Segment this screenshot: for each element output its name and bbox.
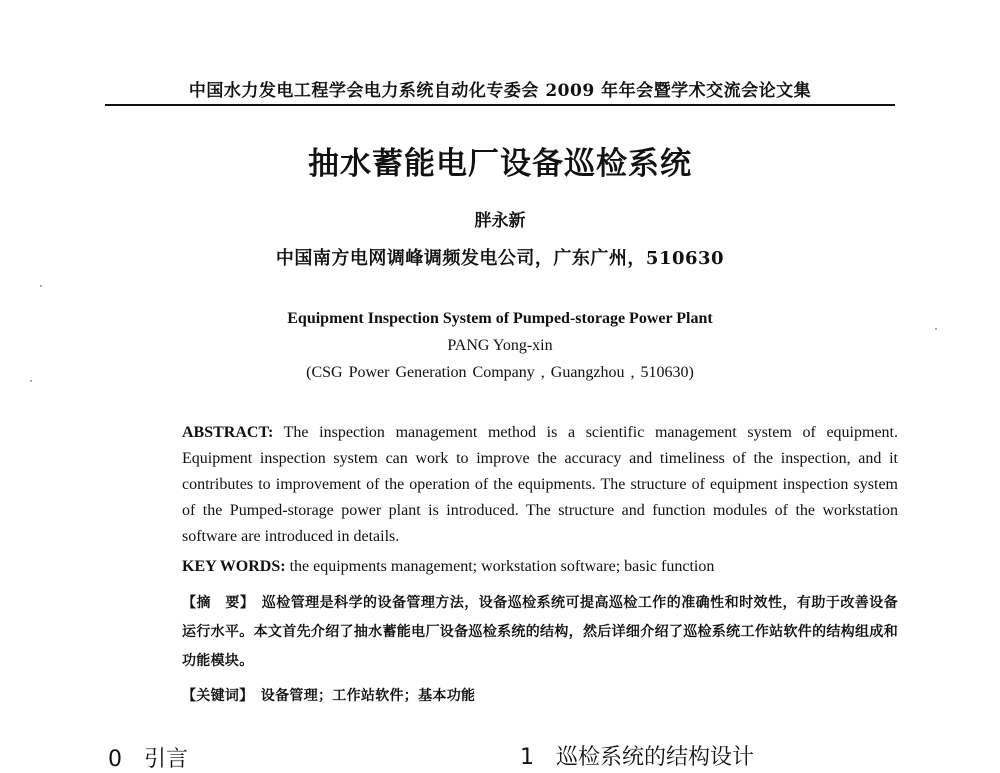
scan-speck bbox=[40, 285, 42, 287]
paper-title-cn: 抽水蓄能电厂设备巡检系统 bbox=[308, 146, 692, 182]
abstract-label-cn: 【摘 要】 bbox=[182, 595, 248, 611]
author-en: PANG Yong-xin bbox=[447, 337, 553, 354]
keywords-label-cn: 【关键词】 bbox=[182, 688, 247, 704]
affiliation-en: (CSG Power Generation Company , Guangzhou , 510630) bbox=[306, 364, 694, 381]
author-cn: 胖永新 bbox=[474, 211, 526, 231]
abstract-label-en: ABSTRACT: bbox=[182, 424, 274, 441]
abstract-cn bbox=[142, 589, 898, 676]
keywords-label-en: KEY WORDS: bbox=[182, 558, 286, 575]
keywords-cn bbox=[182, 685, 475, 705]
proceedings-header: 中国水力发电工程学会电力系统自动化专委会 2009 年年会暨学术交流会论文集 bbox=[188, 81, 812, 101]
abstract-text-cn: 巡检管理是科学的设备管理方法，设备巡检系统可提高巡检工作的准确性和时效性，有助于改善设备运行水平。本文首先介绍了抽水蓄能电厂设备巡检系统的结构，然后详细介绍了巡检系统工作站软件的结构组成和功能模块。 bbox=[182, 595, 899, 669]
affiliation-cn: 中国南方电网调峰调频发电公司，广东广州，510630 bbox=[275, 248, 725, 269]
section-heading-structure: 1 巡检系统的结构设计 bbox=[520, 745, 754, 770]
header-rule bbox=[105, 104, 895, 106]
section-heading-introduction: 0 引言 bbox=[108, 747, 188, 772]
paper-title-en: Equipment Inspection System of Pumped-storage Power Plant bbox=[287, 310, 713, 327]
keywords-text-cn: 设备管理；工作站软件；基本功能 bbox=[246, 688, 476, 704]
abstract-text-en: The inspection management method is a scientific management system of equipment. Equipment inspection system can work to improve the accuracy and timeliness of the inspection, and it contributes to improvement of the operation of the equipments. The structure of equipment inspection system of the Pumped-storage power plant is introduced. The structure and function modules of the workstation software are introduced in details. bbox=[182, 424, 898, 545]
scan-speck bbox=[935, 328, 937, 330]
keywords-en bbox=[182, 558, 714, 576]
abstract-en bbox=[142, 420, 898, 550]
keywords-text-en: the equipments management; workstation software; basic function bbox=[285, 558, 715, 575]
scan-speck bbox=[30, 380, 32, 382]
